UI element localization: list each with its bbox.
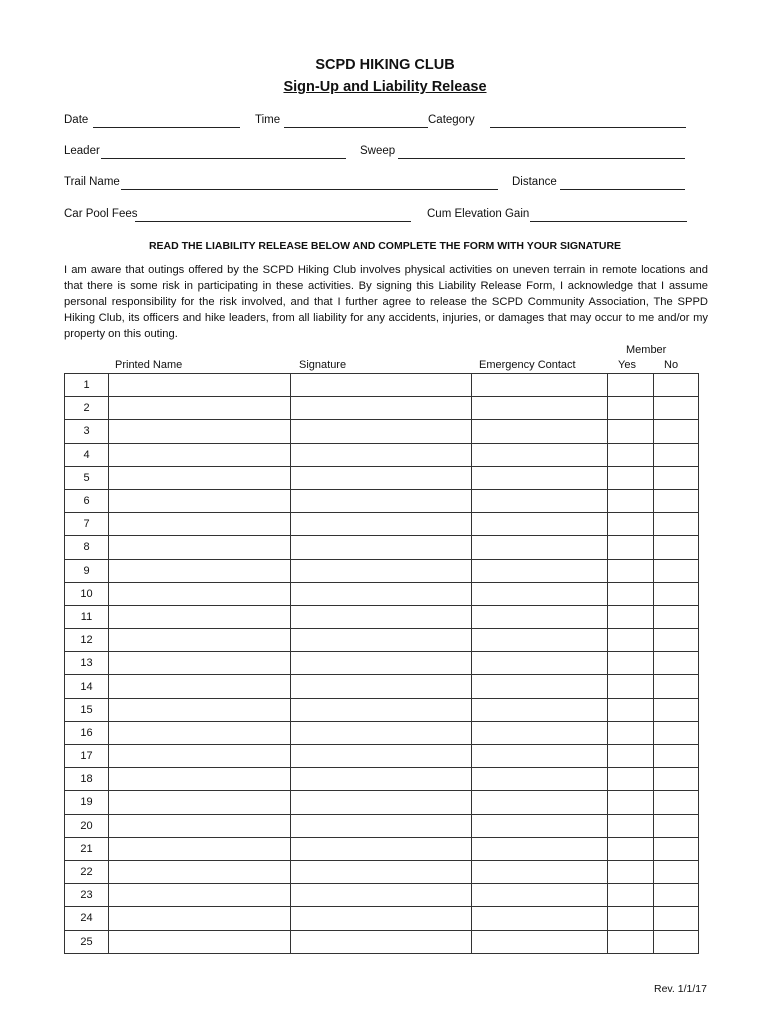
member-yes-cell[interactable]	[608, 466, 654, 489]
member-yes-cell[interactable]	[608, 791, 654, 814]
table-row	[65, 443, 699, 466]
member-yes-cell[interactable]	[608, 536, 654, 559]
table-row	[65, 745, 699, 768]
printed-name-cell[interactable]	[109, 605, 291, 628]
row-number: 22	[65, 860, 109, 883]
emergency-contact-cell[interactable]	[472, 443, 608, 466]
member-no-cell[interactable]	[654, 629, 699, 652]
printed-name-cell[interactable]	[109, 675, 291, 698]
printed-name-cell[interactable]	[109, 374, 291, 397]
field-row-leader-sweep	[64, 145, 686, 163]
member-yes-cell[interactable]	[608, 582, 654, 605]
emergency-contact-cell[interactable]	[472, 791, 608, 814]
date-label: Date	[64, 114, 89, 126]
member-no-cell[interactable]	[654, 420, 699, 443]
row-number: 2	[65, 397, 109, 420]
member-yes-cell[interactable]	[608, 721, 654, 744]
sweep-input-line[interactable]	[398, 158, 685, 159]
table-row	[65, 652, 699, 675]
row-number: 9	[65, 559, 109, 582]
member-yes-cell[interactable]	[608, 605, 654, 628]
row-number: 8	[65, 536, 109, 559]
printed-name-cell[interactable]	[109, 814, 291, 837]
signature-cell[interactable]	[291, 489, 472, 512]
printed-name-cell[interactable]	[109, 466, 291, 489]
row-number: 16	[65, 721, 109, 744]
member-yes-cell[interactable]	[608, 489, 654, 512]
cum-elevation-gain-label: Cum Elevation Gain	[427, 208, 530, 220]
row-number: 3	[65, 420, 109, 443]
form-title: Sign-Up and Liability Release	[283, 79, 487, 95]
member-no-cell[interactable]	[654, 582, 699, 605]
emergency-contact-cell[interactable]	[472, 559, 608, 582]
member-yes-cell[interactable]	[608, 698, 654, 721]
member-yes-cell[interactable]	[608, 629, 654, 652]
table-row	[65, 907, 699, 930]
table-row	[65, 536, 699, 559]
printed-name-cell[interactable]	[109, 860, 291, 883]
table-row	[65, 605, 699, 628]
member-no-cell[interactable]	[654, 374, 699, 397]
printed-name-cell[interactable]	[109, 698, 291, 721]
signature-cell[interactable]	[291, 605, 472, 628]
table-row	[65, 698, 699, 721]
printed-name-cell[interactable]	[109, 907, 291, 930]
printed-name-cell[interactable]	[109, 652, 291, 675]
table-row	[65, 930, 699, 953]
printed-name-cell[interactable]	[109, 559, 291, 582]
member-yes-cell[interactable]	[608, 420, 654, 443]
leader-input-line[interactable]	[101, 158, 346, 159]
table-row	[65, 721, 699, 744]
row-number: 21	[65, 837, 109, 860]
row-number: 17	[65, 745, 109, 768]
emergency-contact-cell[interactable]	[472, 930, 608, 953]
row-number: 25	[65, 930, 109, 953]
emergency-contact-cell[interactable]	[472, 860, 608, 883]
signature-cell[interactable]	[291, 652, 472, 675]
member-yes-header: Yes	[618, 359, 636, 371]
emergency-contact-cell[interactable]	[472, 837, 608, 860]
field-row-trail-distance	[64, 176, 686, 194]
member-yes-cell[interactable]	[608, 559, 654, 582]
table-row	[65, 860, 699, 883]
emergency-contact-cell[interactable]	[472, 374, 608, 397]
club-name: SCPD HIKING CLUB	[315, 57, 455, 73]
signature-cell[interactable]	[291, 466, 472, 489]
cum-elevation-gain-input-line[interactable]	[530, 221, 687, 222]
signature-cell[interactable]	[291, 907, 472, 930]
time-label: Time	[255, 114, 281, 126]
signup-table	[64, 373, 699, 954]
member-no-cell[interactable]	[654, 489, 699, 512]
member-yes-cell[interactable]	[608, 374, 654, 397]
category-label: Category	[428, 114, 475, 126]
member-yes-cell[interactable]	[608, 814, 654, 837]
member-yes-cell[interactable]	[608, 837, 654, 860]
member-no-cell[interactable]	[654, 907, 699, 930]
member-no-cell[interactable]	[654, 768, 699, 791]
car-pool-fees-input-line[interactable]	[135, 221, 411, 222]
emergency-contact-cell[interactable]	[472, 652, 608, 675]
table-row	[65, 791, 699, 814]
liability-release-text: I am aware that outings offered by the SCPD Hiking Club involves physical activities on uneven terrain in remote locations and that there is some risk in participating in these activities. By signing this Liability Release Form, I acknowledge that I assume personal responsibility for the risk involved, and that I further agree to release the SCPD Community Association, The SPPD Hiking Club, its officers and hike leaders, from all liability for any accidents, injuries, or damages that may occur to me and/or my property on this outing.	[64, 264, 708, 340]
printed-name-cell[interactable]	[109, 721, 291, 744]
emergency-contact-cell[interactable]	[472, 489, 608, 512]
table-row	[65, 629, 699, 652]
member-no-cell[interactable]	[654, 860, 699, 883]
signature-cell[interactable]	[291, 629, 472, 652]
table-row	[65, 420, 699, 443]
signature-cell[interactable]	[291, 374, 472, 397]
signature-cell[interactable]	[291, 420, 472, 443]
row-number: 6	[65, 489, 109, 512]
member-yes-cell[interactable]	[608, 513, 654, 536]
emergency-contact-cell[interactable]	[472, 536, 608, 559]
date-input-line[interactable]	[93, 127, 240, 128]
signature-cell[interactable]	[291, 930, 472, 953]
row-number: 15	[65, 698, 109, 721]
member-no-cell[interactable]	[654, 791, 699, 814]
member-no-cell[interactable]	[654, 745, 699, 768]
member-yes-cell[interactable]	[608, 675, 654, 698]
printed-name-cell[interactable]	[109, 489, 291, 512]
signature-cell[interactable]	[291, 884, 472, 907]
printed-name-cell[interactable]	[109, 513, 291, 536]
emergency-contact-cell[interactable]	[472, 721, 608, 744]
leader-label: Leader	[64, 145, 100, 157]
member-yes-cell[interactable]	[608, 907, 654, 930]
signature-cell[interactable]	[291, 582, 472, 605]
table-row	[65, 466, 699, 489]
printed-name-cell[interactable]	[109, 629, 291, 652]
row-number: 5	[65, 466, 109, 489]
member-no-cell[interactable]	[654, 652, 699, 675]
emergency-contact-cell[interactable]	[472, 582, 608, 605]
member-yes-cell[interactable]	[608, 397, 654, 420]
emergency-contact-cell[interactable]	[472, 397, 608, 420]
member-no-header: No	[664, 359, 679, 371]
printed-name-cell[interactable]	[109, 768, 291, 791]
member-no-cell[interactable]	[654, 930, 699, 953]
printed-name-cell[interactable]	[109, 536, 291, 559]
printed-name-cell[interactable]	[109, 397, 291, 420]
table-row	[65, 837, 699, 860]
field-row-date-time-category	[64, 114, 686, 132]
car-pool-fees-label: Car Pool Fees	[64, 208, 138, 220]
table-row	[65, 768, 699, 791]
trail-name-label: Trail Name	[64, 176, 120, 188]
printed-name-cell[interactable]	[109, 420, 291, 443]
signature-cell[interactable]	[291, 536, 472, 559]
table-row	[65, 374, 699, 397]
member-no-cell[interactable]	[654, 397, 699, 420]
member-yes-cell[interactable]	[608, 745, 654, 768]
row-number: 14	[65, 675, 109, 698]
table-row	[65, 559, 699, 582]
member-yes-cell[interactable]	[608, 884, 654, 907]
emergency-contact-cell[interactable]	[472, 745, 608, 768]
table-row	[65, 814, 699, 837]
printed-name-cell[interactable]	[109, 745, 291, 768]
emergency-contact-cell[interactable]	[472, 605, 608, 628]
signature-cell[interactable]	[291, 860, 472, 883]
emergency-contact-cell[interactable]	[472, 814, 608, 837]
row-number: 23	[65, 884, 109, 907]
member-no-cell[interactable]	[654, 605, 699, 628]
member-yes-cell[interactable]	[608, 652, 654, 675]
emergency-contact-cell[interactable]	[472, 420, 608, 443]
signature-cell[interactable]	[291, 559, 472, 582]
signature-cell[interactable]	[291, 675, 472, 698]
table-row	[65, 582, 699, 605]
member-yes-cell[interactable]	[608, 930, 654, 953]
category-input-line[interactable]	[490, 127, 686, 128]
instructions-heading: READ THE LIABILITY RELEASE BELOW AND COMPLETE THE FORM WITH YOUR SIGNATURE	[148, 240, 622, 252]
member-no-cell[interactable]	[654, 536, 699, 559]
signature-cell[interactable]	[291, 837, 472, 860]
row-number: 7	[65, 513, 109, 536]
printed-name-cell[interactable]	[109, 837, 291, 860]
table-row	[65, 397, 699, 420]
signature-cell[interactable]	[291, 791, 472, 814]
row-number: 13	[65, 652, 109, 675]
member-yes-cell[interactable]	[608, 768, 654, 791]
emergency-contact-header: Emergency Contact	[479, 359, 576, 371]
printed-name-cell[interactable]	[109, 791, 291, 814]
member-yes-cell[interactable]	[608, 443, 654, 466]
table-row	[65, 489, 699, 512]
signature-cell[interactable]	[291, 513, 472, 536]
row-number: 19	[65, 791, 109, 814]
printed-name-header: Printed Name	[115, 359, 183, 371]
signature-cell[interactable]	[291, 698, 472, 721]
sweep-label: Sweep	[360, 145, 396, 157]
printed-name-cell[interactable]	[109, 884, 291, 907]
row-number: 1	[65, 374, 109, 397]
emergency-contact-cell[interactable]	[472, 466, 608, 489]
printed-name-cell[interactable]	[109, 582, 291, 605]
row-number: 18	[65, 768, 109, 791]
row-number: 10	[65, 582, 109, 605]
emergency-contact-cell[interactable]	[472, 675, 608, 698]
signature-cell[interactable]	[291, 443, 472, 466]
member-no-cell[interactable]	[654, 513, 699, 536]
member-no-cell[interactable]	[654, 837, 699, 860]
emergency-contact-cell[interactable]	[472, 768, 608, 791]
printed-name-cell[interactable]	[109, 443, 291, 466]
emergency-contact-cell[interactable]	[472, 513, 608, 536]
signature-cell[interactable]	[291, 745, 472, 768]
signature-cell[interactable]	[291, 768, 472, 791]
signature-header: Signature	[299, 359, 347, 371]
emergency-contact-cell[interactable]	[472, 884, 608, 907]
emergency-contact-cell[interactable]	[472, 907, 608, 930]
member-no-cell[interactable]	[654, 559, 699, 582]
member-no-cell[interactable]	[654, 443, 699, 466]
table-row	[65, 884, 699, 907]
field-row-fees-elevation	[64, 208, 686, 226]
member-no-cell[interactable]	[654, 698, 699, 721]
member-no-cell[interactable]	[654, 675, 699, 698]
member-yes-cell[interactable]	[608, 860, 654, 883]
member-header: Member	[626, 344, 667, 356]
table-row	[65, 675, 699, 698]
member-no-cell[interactable]	[654, 466, 699, 489]
time-input-line[interactable]	[284, 127, 428, 128]
signature-cell[interactable]	[291, 397, 472, 420]
emergency-contact-cell[interactable]	[472, 629, 608, 652]
row-number: 4	[65, 443, 109, 466]
table-row	[65, 513, 699, 536]
row-number: 11	[65, 605, 109, 628]
printed-name-cell[interactable]	[109, 930, 291, 953]
row-number: 24	[65, 907, 109, 930]
member-no-cell[interactable]	[654, 721, 699, 744]
member-no-cell[interactable]	[654, 814, 699, 837]
distance-label: Distance	[512, 176, 557, 188]
signature-cell[interactable]	[291, 814, 472, 837]
row-number: 12	[65, 629, 109, 652]
trail-name-input-line[interactable]	[121, 189, 498, 190]
distance-input-line[interactable]	[560, 189, 685, 190]
emergency-contact-cell[interactable]	[472, 698, 608, 721]
signature-cell[interactable]	[291, 721, 472, 744]
revision-label: Rev. 1/1/17	[654, 983, 707, 995]
row-number: 20	[65, 814, 109, 837]
member-no-cell[interactable]	[654, 884, 699, 907]
